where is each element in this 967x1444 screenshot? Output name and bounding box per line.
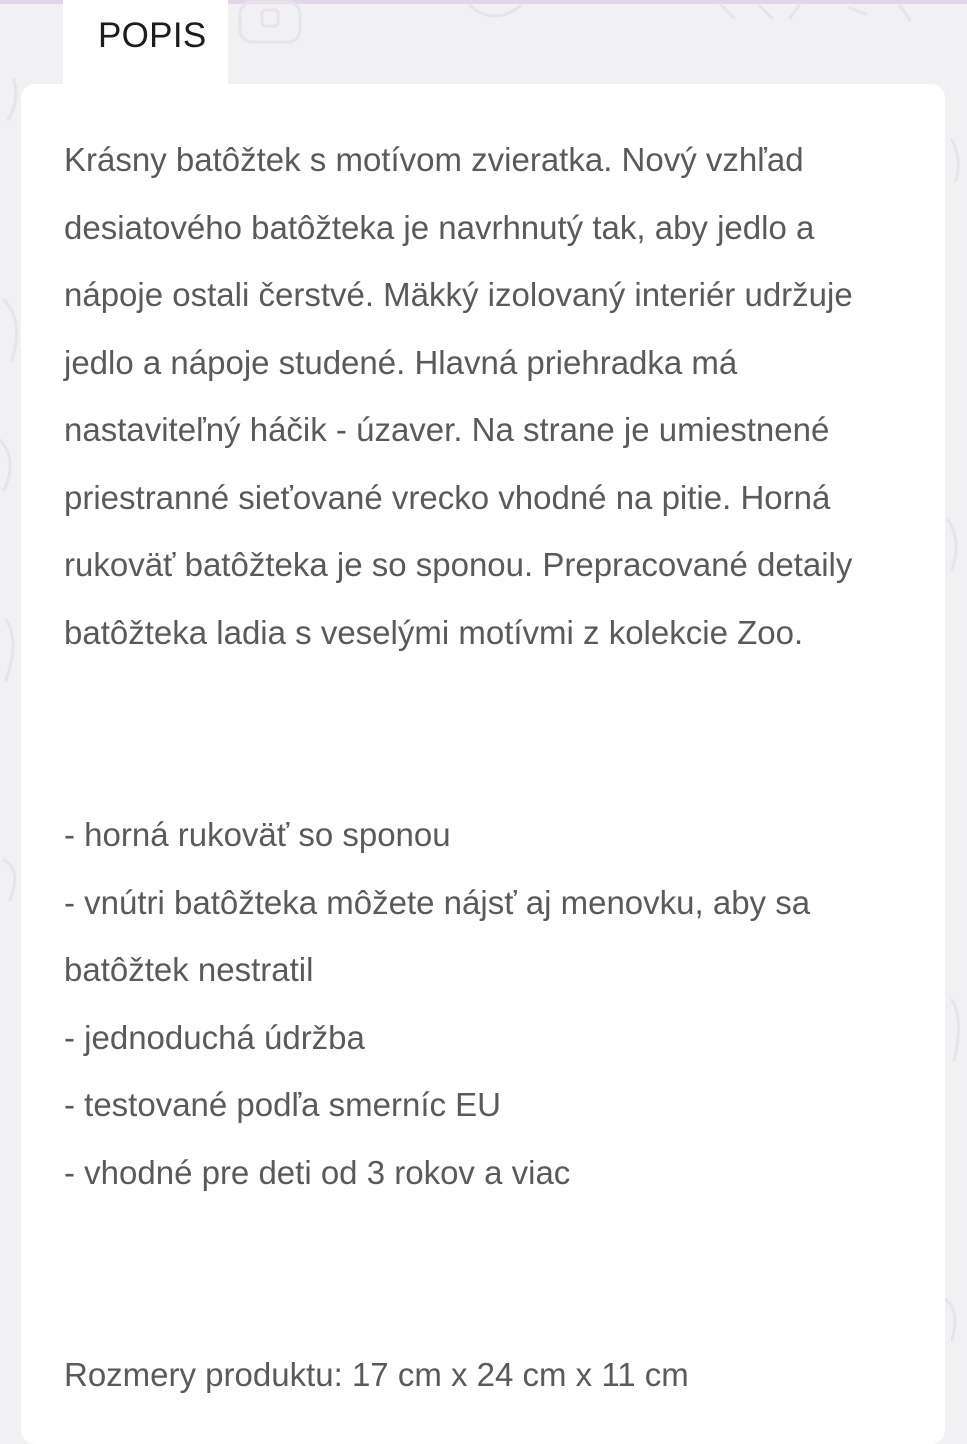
description-content: [64, 126, 914, 1409]
spacer: [64, 1206, 914, 1341]
list-item: - testované podľa smerníc EU: [64, 1086, 501, 1123]
tab-popis[interactable]: [63, 0, 228, 86]
list-item: - jednoduchá údržba: [64, 1018, 365, 1056]
tab-popis-label: POPIS: [98, 16, 207, 55]
list-item: - vhodné pre deti od 3 rokov a viac: [64, 1153, 571, 1191]
list-item: - horná rukoväť so sponou: [64, 816, 451, 853]
list-item: - vnútri batôžteka môžete nájsť aj menovku, aby sa batôžtek nestratil: [64, 883, 811, 988]
product-dimensions: Rozmery produktu: 17 cm x 24 cm x 11 cm: [64, 1356, 689, 1393]
feature-list: [64, 801, 914, 1206]
description-paragraph: Krásny batôžtek s motívom zvieratka. Nový vzhľad desiatového batôžteka je navrhnutý tak, aby jedlo a nápoje ostali čerstvé. Mäkký izolovaný interiér udržuje jedlo a nápoje studené. Hlavná priehradka má nastaviteľný háčik - úzaver. Na strane je umiestnené priestranné sieťované vrecko vhodné na pitie. Horná rukoväť batôžteka je so sponou. Prepracované detaily batôžteka ladia s veselými motívmi z kolekcie Zoo.: [64, 141, 853, 651]
spacer: [64, 666, 914, 801]
